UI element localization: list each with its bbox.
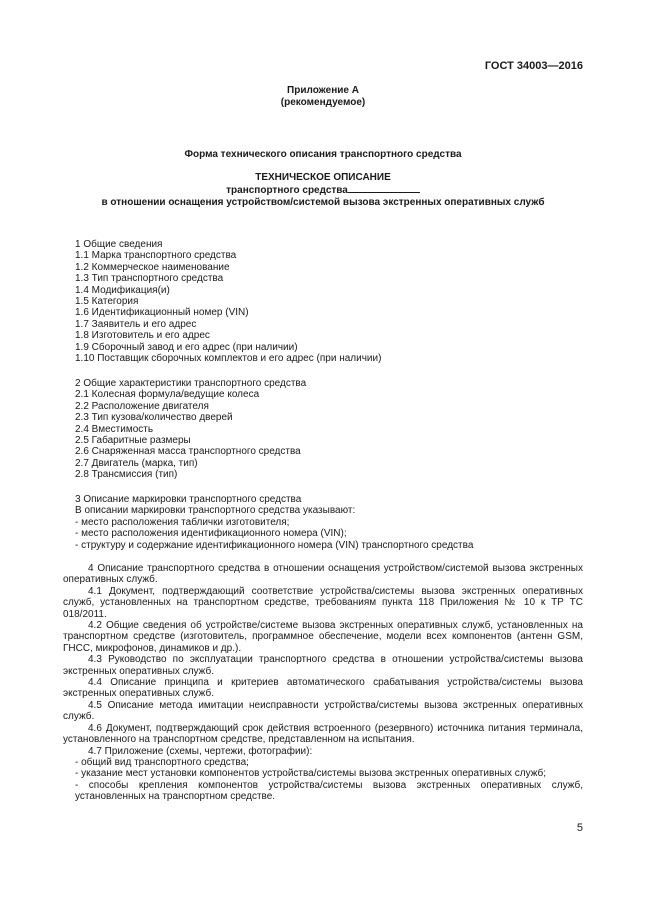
paragraph: 4.3 Руководство по эксплуатации транспортного средства в отношении устройства/системы вызова экстренных оперативных служб. [63,654,583,677]
paragraph: 4.2 Общие сведения об устройстве/системе вызова экстренных оперативных служб, установленных на транспортном средстве (изготовитель, программное обеспечение, модели всех компонентов (антенн GSM, ГНСС, микрофонов, динамиков и др.). [63,620,583,654]
dash-item: - способы крепления компонентов устройства/системы вызова экстренных оперативных служб, установленных на транспортном средстве. [75,779,583,803]
section-emergency-system [63,563,583,803]
list-item: 1.10 Поставщик сборочных комплектов и его адрес (при наличии) [75,353,382,365]
list-item: 2 Общие характеристики транспортного средства [75,378,307,389]
document-title [0,172,646,209]
paragraph: 4.5 Описание метода имитации неисправности устройства/системы вызова экстренных оперативных служб. [63,699,583,723]
section-general-info [75,239,595,364]
list-item: 2.4 Вместимость [75,423,154,435]
paragraph: 4.6 Документ, подтверждающий срок действия встроенного (резервного) источника питания терминала, установленного на транспортном средстве, представленном на испытания. [63,722,583,746]
list-item: В описании маркировки транспортного средства указывают: [75,505,356,517]
dash-item: - указание мест установки компонентов устройства/системы вызова экстренных оперативных служб; [75,768,547,780]
list-item: 1.2 Коммерческое наименование [75,261,230,273]
annex-title: Приложение А [287,85,359,96]
form-title: Форма технического описания транспортного средства [184,149,462,160]
page-number: 5 [576,822,583,834]
doc-title-line2: транспортного средства [226,185,348,196]
list-item: 1.6 Идентификационный номер (VIN) [75,307,249,319]
section-marking [75,494,595,551]
doc-title-line2-wrap [0,184,646,197]
list-item: 2.8 Трансмиссия (тип) [75,469,178,481]
dash-item: - общий вид транспортного средства; [75,756,249,768]
list-item: 2.5 Габаритные размеры [75,435,191,447]
doc-title-line1: ТЕХНИЧЕСКОЕ ОПИСАНИЕ [255,172,391,183]
list-item: - место расположения идентификационного номера (VIN); [75,528,347,540]
paragraph: 4.1 Документ, подтверждающий соответствие устройства/системы вызова экстренных оперативных служб, установленных на транспортном средстве, требованиям пункта 118 Приложения № 10 к ТР ТС 018/2011. [63,585,583,620]
paragraph: 4 Описание транспортного средства в отношении оснащения устройством/системой вызова экстренных оперативных служб. [63,563,583,586]
paragraph: 4.7 Приложение (схемы, чертежи, фотографии): [88,745,313,757]
list-item: 1.9 Сборочный завод и его адрес (при наличии) [75,341,298,353]
list-item: 1.8 Изготовитель и его адрес [75,330,210,342]
list-item: 1.3 Тип транспортного средства [75,273,224,285]
annex-status: (рекомендуемое) [280,97,366,108]
paragraph: 4.4 Описание принципа и критериев автоматического срабатывания устройства/системы вызова экстренных оперативных служб. [63,677,583,700]
doc-title-line3: в отношении оснащения устройством/системой вызова экстренных оперативных служб [101,197,545,208]
list-item: - структуру и содержание идентификационного номера (VIN) транспортного средства [75,539,474,551]
section-general-characteristics [75,378,595,481]
list-item: 1.1 Марка транспортного средства [75,250,237,262]
list-item: 1.7 Заявитель и его адрес [75,318,197,330]
fill-in-blank [348,184,420,193]
list-item: 3 Описание маркировки транспортного средства [75,494,302,505]
list-item: - место расположения таблички изготовителя; [75,516,290,528]
list-item: 2.7 Двигатель (марка, тип) [75,457,198,469]
list-item: 2.6 Снаряженная масса транспортного средства [75,446,301,458]
list-item: 1 Общие сведения [75,239,163,250]
list-item: 2.2 Расположение двигателя [75,400,209,412]
list-item: 2.3 Тип кузова/количество дверей [75,412,233,424]
list-item: 1.4 Модификация(и) [75,284,170,296]
list-item: 1.5 Категория [75,296,139,308]
standard-code: ГОСТ 34003—2016 [484,60,583,72]
list-item: 2.1 Колесная формула/ведущие колеса [75,389,260,401]
annex-heading [0,85,646,109]
